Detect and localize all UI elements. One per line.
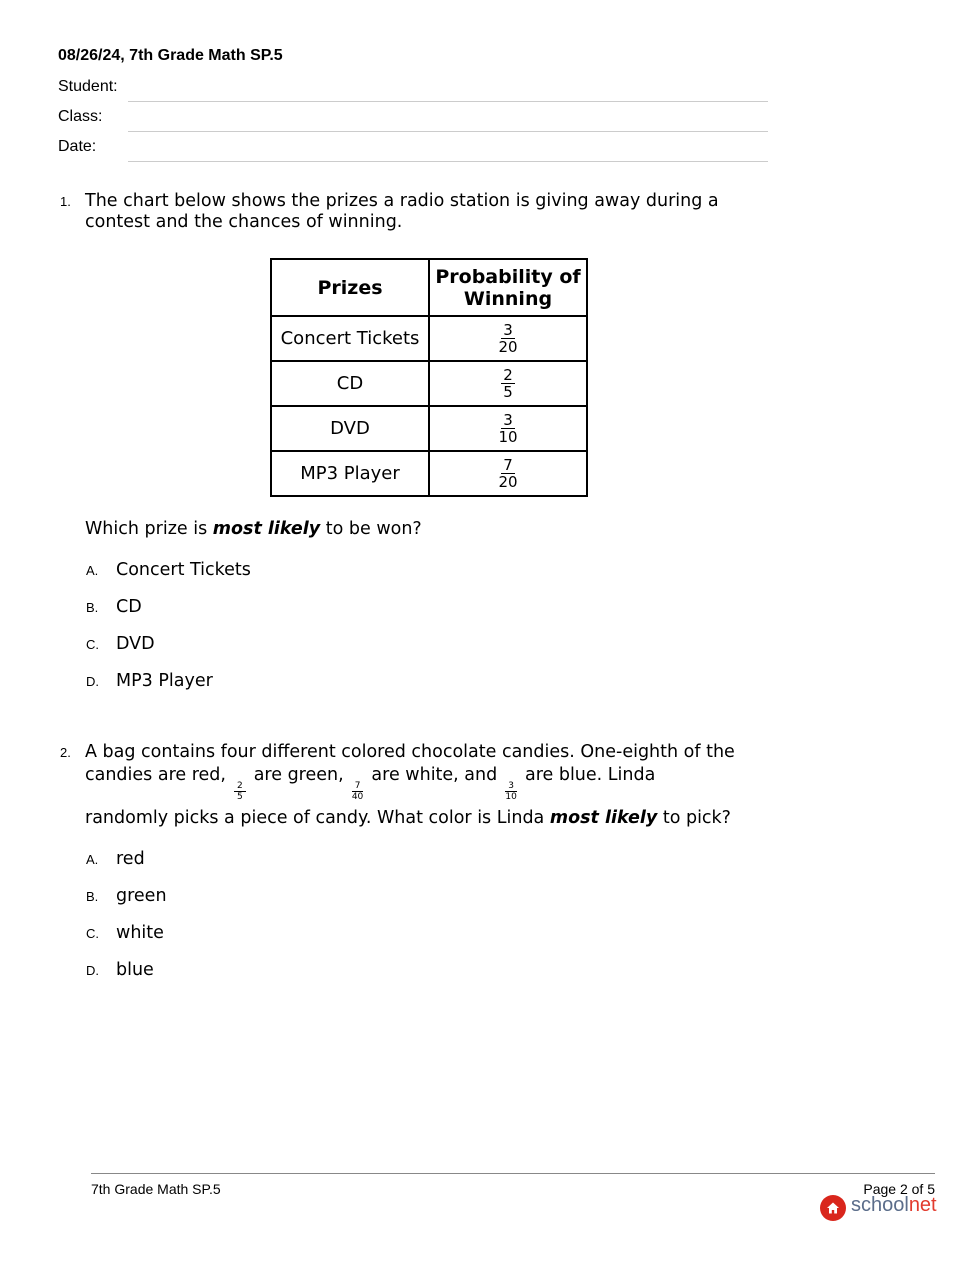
table-row — [271, 451, 587, 496]
probability-fraction — [498, 457, 517, 490]
option-letter: A. — [86, 563, 99, 578]
schoolnet-house-icon — [820, 1195, 846, 1221]
option-d — [60, 960, 960, 981]
text-segment: candies are red, — [85, 765, 226, 785]
denominator: 5 — [503, 383, 513, 401]
footer-divider — [91, 1173, 935, 1174]
numerator: 2 — [503, 366, 513, 384]
denominator: 5 — [236, 792, 243, 802]
prize-cell: CD — [271, 361, 429, 406]
numerator: 3 — [503, 411, 513, 429]
option-letter: C. — [86, 637, 99, 652]
option-b — [60, 886, 960, 907]
question-number: 1. — [60, 194, 71, 209]
schoolnet-logo: schoolnet — [851, 1194, 937, 1216]
answer-option[interactable]: MP3 Player — [116, 671, 213, 691]
option-letter: A. — [86, 852, 99, 867]
probability-fraction — [498, 412, 517, 445]
worksheet-title: 08/26/24, 7th Grade Math SP.5 — [58, 47, 283, 64]
denominator: 20 — [498, 473, 518, 491]
text-segment: are blue. Linda — [524, 765, 656, 785]
numerator: 3 — [505, 781, 517, 792]
fraction — [505, 781, 517, 802]
option-letter: D. — [86, 674, 99, 689]
numerator: 3 — [503, 321, 513, 339]
text-segment: are white, and — [371, 765, 498, 785]
option-d — [60, 671, 960, 692]
date-field[interactable] — [128, 161, 768, 162]
option-c — [60, 634, 960, 655]
table-row — [271, 361, 587, 406]
text-segment: are green, — [253, 765, 344, 785]
option-b — [60, 597, 960, 618]
numerator: 7 — [503, 456, 513, 474]
answer-option[interactable]: red — [116, 849, 145, 869]
page-number: Page 2 of 5 — [863, 1181, 935, 1197]
question-1 — [60, 191, 960, 233]
option-letter: B. — [86, 889, 99, 904]
footer-title: 7th Grade Math SP.5 — [91, 1181, 221, 1197]
denominator: 10 — [505, 792, 517, 802]
question-text: The chart below shows the prizes a radio station is giving away during a contest and the chances of winning. — [85, 191, 719, 232]
answer-option[interactable]: white — [116, 923, 164, 943]
question-text: A bag contains four different colored chocolate candies. One-eighth of the — [85, 742, 735, 762]
prize-cell: DVD — [271, 406, 429, 451]
table-header: Probability of Winning — [429, 259, 587, 316]
fraction — [352, 781, 364, 802]
option-letter: C. — [86, 926, 99, 941]
option-c — [60, 923, 960, 944]
prompt-text: to pick? — [657, 808, 731, 828]
table-header: Prizes — [271, 259, 429, 316]
question-text — [85, 808, 960, 829]
answer-option[interactable]: CD — [116, 597, 142, 617]
option-letter: B. — [86, 600, 99, 615]
prompt-emphasis: most likely — [549, 808, 658, 828]
fraction — [234, 781, 246, 802]
numerator: 2 — [234, 781, 246, 792]
answer-option[interactable]: blue — [116, 960, 154, 980]
prompt-emphasis: most likely — [212, 519, 321, 539]
option-letter: D. — [86, 963, 99, 978]
prize-cell: Concert Tickets — [271, 316, 429, 361]
class-field[interactable] — [128, 131, 768, 132]
prompt-text: to be won? — [320, 519, 422, 539]
probability-fraction — [498, 322, 517, 355]
answer-option[interactable]: Concert Tickets — [116, 560, 251, 580]
denominator: 20 — [498, 338, 518, 356]
denominator: 40 — [351, 792, 364, 802]
prize-cell: MP3 Player — [271, 451, 429, 496]
probability-fraction — [501, 367, 515, 400]
question-text — [85, 765, 960, 802]
table-row — [271, 316, 587, 361]
numerator: 7 — [352, 781, 364, 792]
option-a — [60, 560, 960, 581]
date-label: Date: — [58, 138, 97, 155]
answer-option[interactable]: DVD — [116, 634, 155, 654]
question-number: 2. — [60, 745, 71, 760]
question-prompt — [60, 519, 960, 540]
question-2 — [60, 742, 960, 829]
prompt-text: randomly picks a piece of candy. What color is Linda — [85, 808, 550, 828]
option-a — [60, 849, 960, 870]
student-label: Student: — [58, 78, 118, 95]
student-field[interactable] — [128, 101, 768, 102]
table-row — [271, 406, 587, 451]
denominator: 10 — [498, 428, 518, 446]
prompt-text: Which prize is — [85, 519, 213, 539]
class-label: Class: — [58, 108, 103, 125]
prize-table — [270, 258, 588, 497]
questions — [60, 191, 960, 981]
answer-option[interactable]: green — [116, 886, 167, 906]
